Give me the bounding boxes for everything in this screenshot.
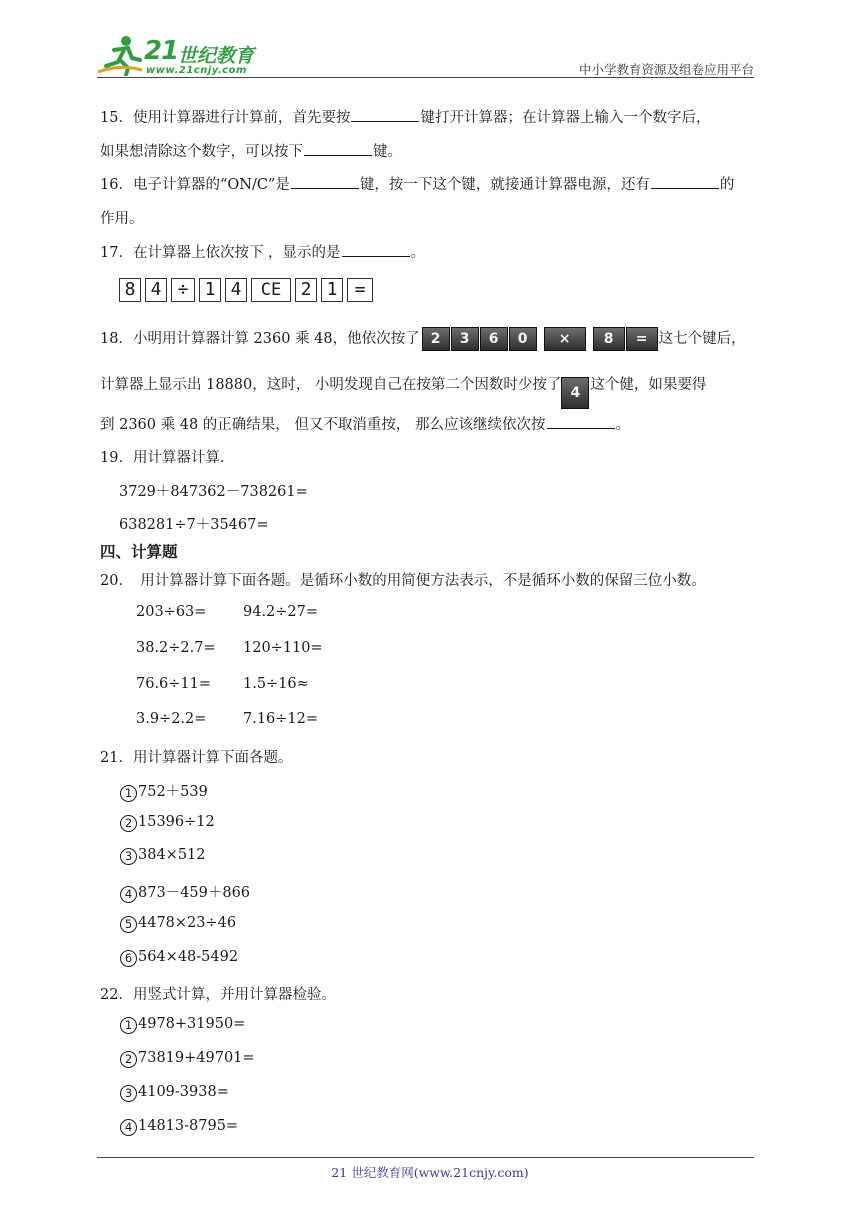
circled-number: 4 — [120, 886, 137, 903]
key-equals: = — [347, 278, 373, 302]
q15-line1 — [100, 106, 710, 127]
q17-text-a: 17．在计算器上依次按下 ，显示的是 — [100, 245, 341, 261]
q16-blank-2 — [651, 174, 719, 189]
key-2: 2 — [295, 278, 317, 302]
q17-line — [100, 241, 425, 262]
q17-blank — [342, 242, 410, 257]
footer-link[interactable]: 21 世纪教育网(www.21cnjy.com) — [331, 1165, 529, 1180]
q15-blank-1 — [351, 107, 419, 122]
runner-logo-icon — [96, 34, 144, 76]
q18-text-d: 这个健，如果要得 — [590, 377, 707, 393]
dark-key-6: 6 — [480, 327, 508, 351]
q21-item — [120, 780, 208, 802]
q22-expr: 4109-3938= — [138, 1084, 229, 1100]
q16-line1 — [100, 173, 734, 194]
q17-key-sequence — [119, 278, 377, 302]
q20-r2c1: 38.2÷2.7= — [136, 640, 216, 656]
q15-text-a: 15．使用计算器进行计算前，首先要按 — [100, 110, 351, 126]
q22-expr: 73819+49701= — [138, 1050, 255, 1066]
key-8: 8 — [119, 278, 141, 302]
q16-text-b: 键，按一下这个键，就接通计算器电源，还有 — [359, 177, 650, 193]
header-divider — [97, 77, 754, 78]
q22-expr: 4978+31950= — [138, 1016, 246, 1032]
q17-text-b: 。 — [410, 245, 426, 261]
q21-expr: 564×48-5492 — [138, 949, 239, 965]
q19-item-2: 638281÷7＋35467= — [119, 517, 269, 533]
circled-number: 4 — [120, 1119, 137, 1136]
q21-expr: 384×512 — [138, 847, 206, 863]
q15-blank-2 — [304, 141, 372, 156]
q20-r3c2: 1.5÷16≈ — [243, 676, 309, 692]
key-4: 4 — [145, 278, 167, 302]
q18-text-f: 。 — [615, 417, 631, 433]
q20-r2c2: 120÷110= — [243, 640, 323, 656]
q16-text-a: 16．电子计算器的“ON/C”是 — [100, 177, 290, 193]
q18-key-images — [422, 331, 659, 347]
q22-item — [120, 1084, 229, 1102]
dark-key-0: 0 — [509, 327, 537, 351]
q21-item — [120, 814, 215, 832]
q20-r4c2: 7.16÷12= — [243, 711, 319, 727]
key-1b: 1 — [321, 278, 343, 302]
q20-r3c1: 76.6÷11= — [136, 676, 212, 692]
q15-line2 — [100, 140, 402, 161]
q16-blank-1 — [291, 174, 359, 189]
q21-expr: 4478×23÷46 — [138, 915, 237, 931]
key-4b: 4 — [225, 278, 247, 302]
circled-number: 3 — [120, 848, 137, 865]
q21-expr: 752＋539 — [138, 784, 208, 800]
circled-number: 3 — [120, 1085, 137, 1102]
q16-line2: 作用。 — [100, 211, 144, 227]
q20-r4c1: 3.9÷2.2= — [136, 711, 207, 727]
logo-text: 世纪教育 — [178, 45, 255, 67]
q18-line2 — [100, 373, 706, 409]
q21-expr: 873－459＋866 — [138, 885, 251, 901]
circled-number: 1 — [120, 785, 137, 802]
logo-mark: 21 — [144, 36, 179, 66]
dark-key-2: 2 — [422, 327, 450, 351]
footer-divider — [97, 1157, 754, 1158]
dark-key-multiply: × — [544, 327, 586, 351]
logo-url: www.21cnjy.com — [146, 65, 247, 76]
q21-title: 21．用计算器计算下面各题。 — [100, 750, 293, 766]
q21-item — [120, 949, 238, 967]
q18-text-a: 18．小明用计算器计算 2360 乘 48，他依次按了 — [100, 331, 420, 347]
q15-text-d: 键。 — [373, 144, 402, 160]
q16-text-c: 的 — [719, 177, 735, 193]
circled-number: 6 — [120, 950, 137, 967]
q18-blank — [547, 414, 615, 429]
q19-item-1: 3729＋847362－738261= — [119, 484, 308, 500]
q22-item — [120, 1118, 238, 1136]
dark-key-4: 4 — [561, 377, 589, 409]
q18-text-e: 到 2360 乘 48 的正确结果， 但又不取消重按， 那么应该继续依次按 — [100, 417, 546, 433]
q18-text-c: 计算器上显示出 18880，这时， 小明发现自己在按第二个因数时少按了 — [100, 377, 562, 393]
q18-text-b: 这七个键后， — [658, 331, 746, 347]
circled-number: 2 — [120, 815, 137, 832]
dark-key-8: 8 — [593, 327, 625, 351]
section-heading: 四、计算题 — [100, 543, 178, 561]
site-logo — [96, 34, 266, 78]
q15-text-c: 如果想清除这个数字，可以按下 — [100, 144, 303, 160]
circled-number: 2 — [120, 1051, 137, 1068]
dark-key-equals: = — [626, 327, 658, 351]
q20-r1c1: 203÷63= — [136, 604, 207, 620]
q20-title: 20． 用计算器计算下面各题。是循环小数的用简便方法表示，不是循环小数的保留三位小数。 — [100, 573, 706, 589]
q19-title: 19．用计算器计算． — [100, 450, 235, 466]
q21-item — [120, 915, 236, 933]
key-divide: ÷ — [171, 278, 195, 302]
header-slogan: 中小学教育资源及组卷应用平台 — [578, 62, 754, 77]
q22-item — [120, 1050, 255, 1068]
circled-number: 1 — [120, 1017, 137, 1034]
q21-expr: 15396÷12 — [138, 814, 215, 830]
q21-item — [120, 847, 206, 865]
q15-text-b: 键打开计算器；在计算器上输入一个数字后， — [420, 110, 711, 126]
key-ce: CE — [251, 278, 291, 302]
q18-line1 — [100, 327, 746, 351]
q22-title: 22．用竖式计算，并用计算器检验。 — [100, 987, 336, 1003]
q20-r1c2: 94.2÷27= — [243, 604, 319, 620]
key-1: 1 — [199, 278, 221, 302]
q21-item — [120, 881, 250, 903]
q22-item — [120, 1016, 245, 1034]
q22-expr: 14813-8795= — [138, 1118, 239, 1134]
circled-number: 5 — [120, 916, 137, 933]
q18-line3 — [100, 413, 630, 434]
dark-key-3: 3 — [451, 327, 479, 351]
